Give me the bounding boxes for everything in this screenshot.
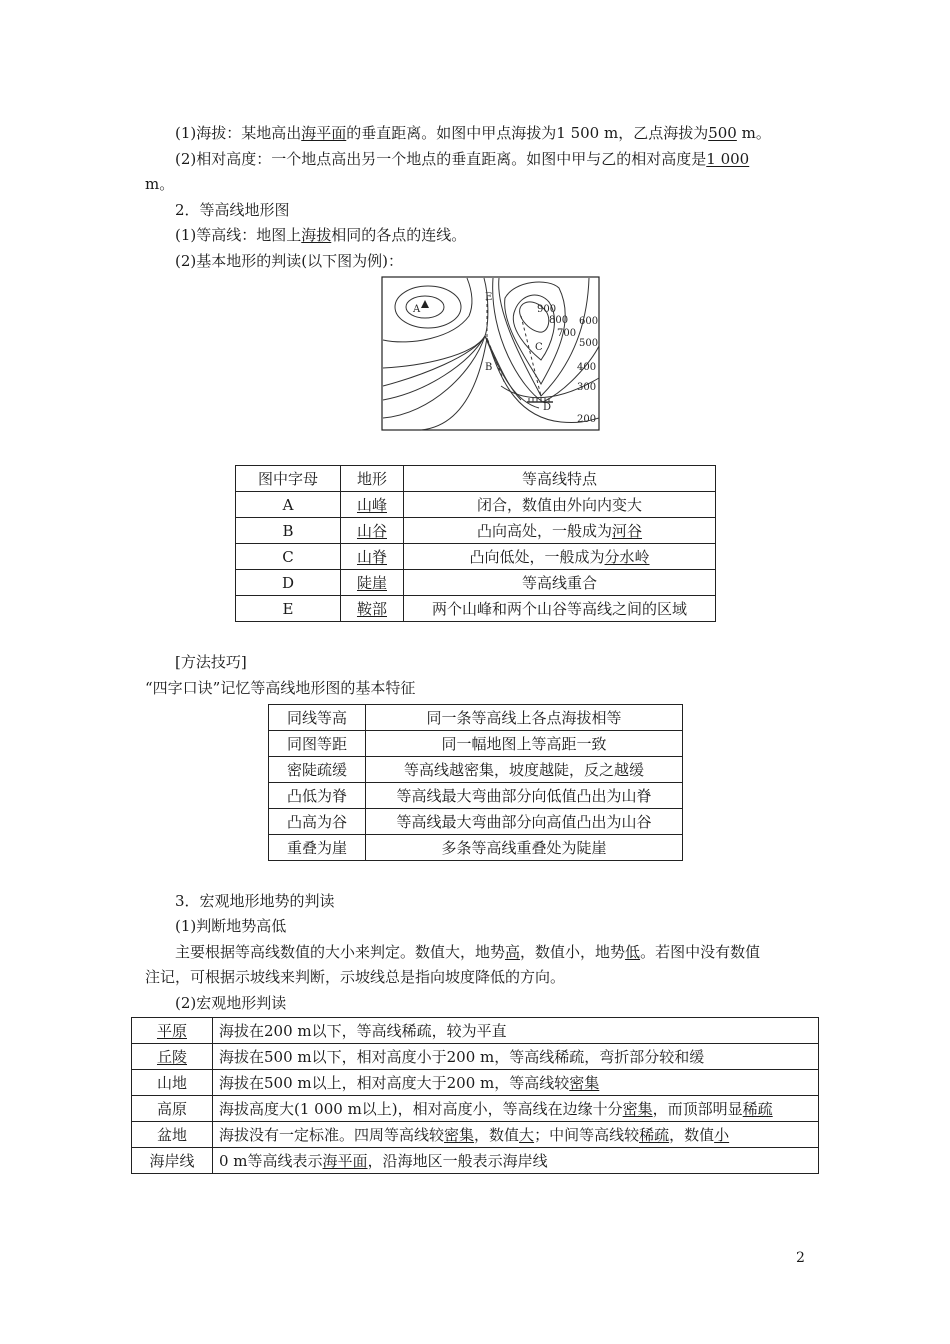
tips-subtitle: “四字口诀”记忆等高线地形图的基本特征	[145, 679, 416, 697]
table-cell: 山峰	[341, 492, 404, 518]
table-cell: 海岸线	[132, 1148, 213, 1174]
relative-height-definition: (2)相对高度：一个地点高出另一个地点的垂直距离。如图中甲与乙的相对高度是1 000	[175, 150, 750, 168]
contour-label-900: 900	[537, 304, 557, 315]
table-cell: 等高线最大弯曲部分向低值凸出为山脊	[366, 783, 683, 809]
altitude-definition: (1)海拔：某地高出海平面的垂直距离。如图中甲点海拔为1 500 m，乙点海拔为500 m。	[175, 124, 771, 142]
table-row	[269, 783, 683, 809]
contour-label-600: 600	[579, 316, 599, 327]
point-label-d: D	[543, 402, 552, 413]
table-cell: 盆地	[132, 1122, 213, 1148]
table-row	[132, 1044, 819, 1070]
table-cell: 同一幅地图上等高距一致	[366, 731, 683, 757]
table-row	[269, 705, 683, 731]
table-cell: 闭合，数值由外向内变大	[404, 492, 716, 518]
point-label-c: C	[535, 342, 543, 353]
table-cell: B	[236, 518, 341, 544]
table-cell: 重叠为崖	[269, 835, 366, 861]
table-row	[132, 1096, 819, 1122]
section-heading-macro-terrain: 3．宏观地形地势的判读	[175, 892, 335, 910]
table-cell: 凸低为脊	[269, 783, 366, 809]
table-cell: 海拔高度大(1 000 m以上)，相对高度小，等高线在边缘十分密集，而顶部明显稀疏	[213, 1096, 819, 1122]
table-cell: 两个山峰和两个山谷等高线之间的区域	[404, 596, 716, 622]
contour-line-definition: (1)等高线：地图上海拔相同的各点的连线。	[175, 226, 467, 244]
table-cell: 海拔没有一定标准。四周等高线较密集，数值大；中间等高线较稀疏，数值小	[213, 1122, 819, 1148]
table-row	[132, 1122, 819, 1148]
table-cell: 等高线重合	[404, 570, 716, 596]
basic-terrain-intro: (2)基本地形的判读(以下图为例)：	[175, 252, 403, 270]
macro-terrain-table	[131, 1017, 819, 1174]
header-cell: 地形	[341, 466, 404, 492]
tips-title: [方法技巧]	[175, 653, 247, 671]
table-cell: 高原	[132, 1096, 213, 1122]
table-cell: 等高线最大弯曲部分向高值凸出为山谷	[366, 809, 683, 835]
point-label-e: E	[485, 292, 493, 303]
table-cell: 凸高为谷	[269, 809, 366, 835]
table-cell: E	[236, 596, 341, 622]
table-cell: 山谷	[341, 518, 404, 544]
table-row	[269, 809, 683, 835]
table-cell: 0 m等高线表示海平面，沿海地区一般表示海岸线	[213, 1148, 819, 1174]
table-row	[132, 1070, 819, 1096]
table-row	[236, 596, 716, 622]
table-row	[269, 835, 683, 861]
contour-label-700: 700	[557, 328, 577, 339]
table-cell: 海拔在200 m以下，等高线稀疏，较为平直	[213, 1018, 819, 1044]
header-cell: 等高线特点	[404, 466, 716, 492]
contour-label-400: 400	[577, 362, 597, 373]
table-cell: 密陡疏缓	[269, 757, 366, 783]
subheading-elevation: (1)判断地势高低	[175, 917, 287, 935]
table-cell: A	[236, 492, 341, 518]
table-cell: 鞍部	[341, 596, 404, 622]
mnemonic-table	[268, 704, 683, 861]
table-cell: 海拔在500 m以下，相对高度小于200 m，等高线稀疏，弯折部分较和缓	[213, 1044, 819, 1070]
table-cell: 多条等高线重叠处为陡崖	[366, 835, 683, 861]
table-cell: 陡崖	[341, 570, 404, 596]
table-cell: 凸向低处，一般成为分水岭	[404, 544, 716, 570]
table-cell: 海拔在500 m以上，相对高度大于200 m，等高线较密集	[213, 1070, 819, 1096]
table-row	[236, 544, 716, 570]
table-row	[132, 1148, 819, 1174]
table-cell: 丘陵	[132, 1044, 213, 1070]
table-cell: C	[236, 544, 341, 570]
elevation-paragraph-2: 注记，可根据示坡线来判断，示坡线总是指向坡度降低的方向。	[145, 968, 566, 986]
table-cell: 凸向高处，一般成为河谷	[404, 518, 716, 544]
subheading-macro-terrain: (2)宏观地形判读	[175, 994, 287, 1012]
table-cell: 同图等距	[269, 731, 366, 757]
elevation-paragraph-1: 主要根据等高线数值的大小来判定。数值大，地势高，数值小，地势低。若图中没有数值	[175, 943, 761, 961]
table-row	[236, 518, 716, 544]
table-cell: 同线等高	[269, 705, 366, 731]
header-cell: 图中字母	[236, 466, 341, 492]
contour-label-500: 500	[579, 338, 599, 349]
table-cell: 等高线越密集，坡度越陡，反之越缓	[366, 757, 683, 783]
point-label-a: A	[413, 304, 421, 315]
terrain-table	[235, 465, 716, 622]
table-row	[236, 492, 716, 518]
table-cell: 同一条等高线上各点海拔相等	[366, 705, 683, 731]
contour-map-figure	[381, 276, 601, 432]
table-cell: 平原	[132, 1018, 213, 1044]
point-label-b: B	[485, 362, 493, 373]
contour-label-300: 300	[577, 382, 597, 393]
section-heading-contour-map: 2．等高线地形图	[175, 201, 290, 219]
table-row	[236, 570, 716, 596]
page-number: 2	[796, 1250, 805, 1266]
table-cell: 山地	[132, 1070, 213, 1096]
table-row	[269, 731, 683, 757]
table-cell: 山脊	[341, 544, 404, 570]
table-header-row	[236, 466, 716, 492]
table-row	[269, 757, 683, 783]
contour-label-800: 800	[549, 315, 569, 326]
relative-height-unit: m。	[145, 175, 175, 193]
table-cell: D	[236, 570, 341, 596]
table-row	[132, 1018, 819, 1044]
contour-label-200: 200	[577, 414, 597, 425]
